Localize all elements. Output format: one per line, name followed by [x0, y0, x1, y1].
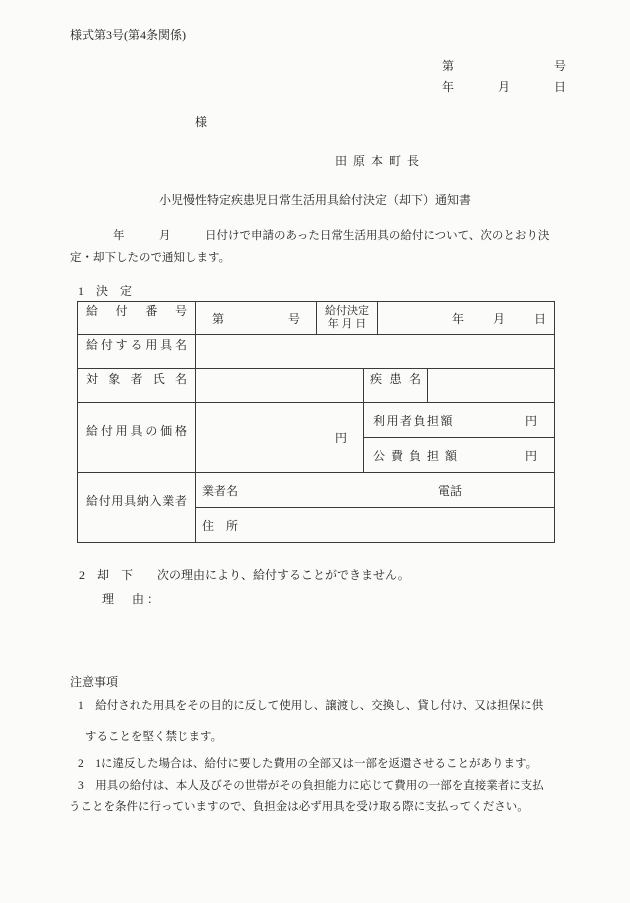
grant-number-label: 給付番号 [78, 302, 196, 334]
address-label: 住 所 [202, 518, 239, 533]
vendor-name-row [196, 473, 554, 508]
price-unit: 円 [334, 431, 347, 445]
note3-line2: うことを条件に行っていますので、負担金は必ず用具を受け取る際に支払ってください。 [69, 801, 529, 813]
grant-number-prefix: 第 [212, 311, 225, 326]
user-share-unit: 円 [524, 413, 537, 428]
addressee-honorific: 様 [195, 115, 208, 129]
document-number-line [442, 57, 566, 78]
document-title: 小児慢性特定疾患児日常生活用具給付決定（却下）通知書 [158, 193, 471, 207]
document-number-date [442, 57, 566, 99]
recipient-row [78, 369, 554, 403]
decision-date-day: 日 [533, 311, 546, 326]
note3-line1: 3 用具の給付は、本人及びその世帯がその負担能力に応じて費用の一部を直接業者に支払 [78, 780, 544, 792]
price-value-cell [196, 403, 364, 472]
supplier-row [78, 473, 554, 542]
body-paragraph-line1: 年 月 日付けで申請のあった日常生活用具の給付について、次のとおり決 [113, 230, 550, 242]
decision-section-heading: 1 決 定 [78, 284, 133, 298]
decision-date-label: 給付決定 年 月 日 [317, 302, 378, 334]
price-label: 給付用具の価格 [78, 403, 196, 472]
note1-line1: 1 給付された用具をその目的に反して使用し、譲渡し、交換し、貸し付け、又は担保に供 [78, 700, 544, 712]
grant-number-row [78, 302, 554, 335]
user-share-row [364, 403, 554, 438]
vendor-name-label: 業者名 [202, 483, 239, 498]
doc-date-day: 日 [553, 80, 566, 94]
note1-line2: することを堅く禁じます。 [85, 731, 223, 743]
grant-number-suffix: 号 [287, 311, 300, 326]
user-share-label: 利用者負担額 [373, 413, 455, 428]
decision-date-year: 年 [451, 311, 464, 326]
decision-date-month: 月 [492, 311, 505, 326]
public-share-row [364, 438, 554, 472]
recipient-name-value-cell [196, 369, 364, 402]
equipment-name-value-cell [196, 335, 554, 368]
supplier-label: 給付用具納入業者 [78, 473, 196, 542]
equipment-name-row [78, 335, 554, 369]
body-paragraph-line2: 定・却下したので通知します。 [70, 252, 231, 264]
doc-number-suffix: 号 [553, 59, 566, 73]
disease-name-label: 疾患名 [364, 369, 428, 402]
address-row [196, 508, 554, 542]
note2: 2 1に違反した場合は、給付に要した費用の全部又は一部を返還させることがあります。 [78, 758, 538, 770]
doc-date-month: 月 [497, 80, 510, 94]
doc-date-year: 年 [442, 80, 455, 94]
doc-number-prefix: 第 [442, 59, 455, 73]
phone-label: 電話 [438, 483, 463, 498]
rejection-section-line: 2 却 下 次の理由により、給付することができません。 [79, 568, 410, 582]
supplier-detail-cells [196, 473, 554, 542]
recipient-name-label: 対象者氏名 [78, 369, 196, 402]
public-share-unit: 円 [524, 448, 537, 463]
form-code: 様式第3号(第4条関係) [70, 28, 186, 42]
document-date-line [442, 78, 566, 99]
decision-table [77, 301, 555, 543]
decision-date-value-cell [378, 302, 554, 334]
equipment-name-label: 給付する用具名 [78, 335, 196, 368]
issuer-name: 田原本町長 [335, 154, 426, 168]
rejection-reason-label: 理 由： [102, 592, 163, 606]
grant-number-value-cell [196, 302, 317, 334]
disease-name-value-cell [428, 369, 554, 402]
public-share-label: 公費負担額 [373, 448, 464, 463]
price-row [78, 403, 554, 473]
notes-heading: 注意事項 [70, 675, 119, 689]
share-cells [364, 403, 554, 472]
